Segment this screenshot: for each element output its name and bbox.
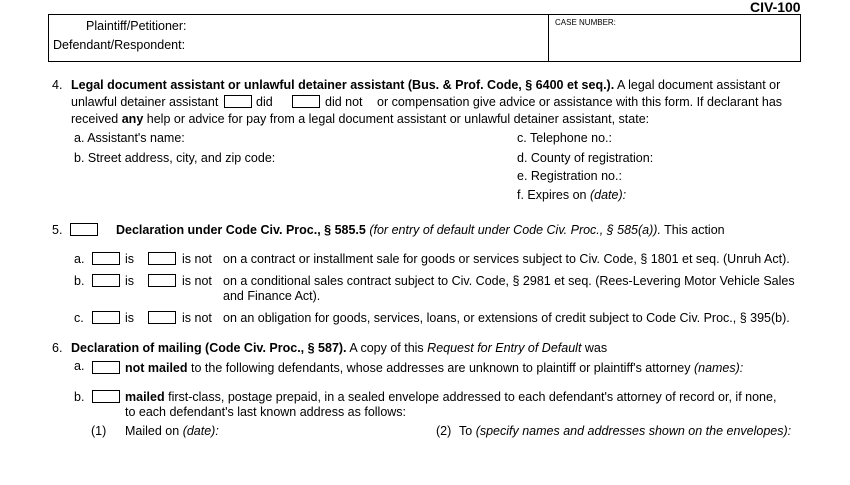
mailed-checkbox[interactable]: [92, 390, 120, 403]
section5b-is-checkbox[interactable]: [92, 274, 120, 287]
section4-number: 4.: [52, 78, 63, 92]
section6-title: Declaration of mailing (Code Civ. Proc., § 587).: [71, 341, 347, 355]
defendant-label: Defendant/Respondent:: [53, 38, 186, 52]
section5c-is-not-label: is not: [182, 311, 212, 325]
section5b-letter: b.: [74, 274, 85, 288]
assistant-address-label: b. Street address, city, and zip code:: [74, 151, 276, 165]
section5-title: Declaration under Code Civ. Proc., § 585.5: [116, 223, 366, 237]
section6b-text: [125, 391, 776, 404]
section5c-is-not-checkbox[interactable]: [148, 311, 176, 324]
did-not-checkbox[interactable]: [292, 95, 320, 108]
section6-number: 6.: [52, 341, 63, 355]
plaintiff-label: Plaintiff/Petitioner:: [86, 19, 187, 33]
mailed-on-text: Mailed on: [125, 424, 180, 438]
section6-intro-italic: Request for Entry of Default: [427, 341, 582, 355]
section6-intro-tail: was: [584, 341, 608, 355]
section6a-names: (names):: [693, 361, 744, 375]
section6b-text2: to each defendant's last known address as follows:: [125, 405, 407, 419]
section5b-is-label: is: [125, 274, 135, 288]
expires-label: [517, 189, 626, 202]
telephone-label: c. Telephone no.:: [517, 131, 612, 145]
mailed-to-number: (2): [436, 424, 452, 438]
section4-line2a: unlawful detainer assistant: [71, 95, 219, 109]
section5-number: 5.: [52, 223, 63, 237]
mailed-on-number: (1): [91, 424, 107, 438]
section6a-body: to the following defendants, whose addresses are unknown to plaintiff or plaintiff's attorney: [191, 361, 691, 375]
assistant-name-label: a. Assistant's name:: [74, 131, 185, 145]
line3-rest: help or advice for pay from a legal document assistant or unlawful detainer assistant, state:: [146, 112, 650, 126]
did-not-label: [325, 96, 363, 109]
form-id: CIV-100: [750, 0, 801, 15]
section4-heading: [71, 79, 780, 92]
county-label: d. County of registration:: [517, 151, 654, 165]
section6-intro: A copy of this: [349, 341, 424, 355]
section6a-text: [125, 362, 743, 375]
caption-divider: [548, 14, 549, 62]
section6b-letter: b.: [74, 390, 85, 404]
section5-checkbox[interactable]: [70, 223, 98, 236]
section5a-is-label: is: [125, 252, 135, 266]
did-not-text: did not: [325, 95, 363, 109]
mailed-on-label: [125, 425, 219, 438]
line3-any: any: [121, 112, 144, 126]
section5c-text: on an obligation for goods, services, loans, or extensions of credit subject to Code Civ. Proc., § 395(b).: [223, 311, 790, 325]
section5a-is-not-label: is not: [182, 252, 212, 266]
line3-received: received: [71, 112, 119, 126]
section5b-text: on a conditional sales contract subject to Civ. Code, § 2981 et seq. (Rees-Levering Motor Vehicle Sales: [223, 274, 795, 288]
section5-italic: (for entry of default under Code Civ. Proc., § 585(a)).: [369, 223, 661, 237]
section5a-is-not-checkbox[interactable]: [148, 252, 176, 265]
mailed-label: mailed: [125, 390, 165, 404]
registration-label: e. Registration no.:: [517, 169, 622, 183]
did-checkbox[interactable]: [224, 95, 252, 108]
section5b-is-not-checkbox[interactable]: [148, 274, 176, 287]
not-mailed-checkbox[interactable]: [92, 361, 120, 374]
section6-heading: [71, 342, 607, 355]
section5c-letter: c.: [74, 311, 84, 325]
section6a-letter: a.: [74, 359, 85, 373]
mailed-on-date: (date):: [182, 424, 219, 438]
section5-tail: This action: [664, 223, 725, 237]
mailed-to-label: [459, 425, 791, 438]
did-label: did: [256, 95, 273, 109]
section5b-text2: and Finance Act).: [223, 289, 321, 303]
not-mailed-label: not mailed: [125, 361, 188, 375]
expires-date-label: (date):: [589, 188, 627, 202]
section4-intro: A legal document assistant or: [617, 78, 781, 92]
case-number-label: CASE NUMBER:: [555, 18, 616, 27]
section5a-text: on a contract or installment sale for goods or services subject to Civ. Code, § 1801 et seq. (Unruh Act).: [223, 252, 790, 266]
section4-title: Legal document assistant or unlawful detainer assistant (Bus. & Prof. Code, § 6400 et seq.).: [71, 78, 615, 92]
section5-heading: [116, 224, 725, 237]
mailed-to-specify: (specify names and addresses shown on the envelopes):: [475, 424, 792, 438]
section5a-is-checkbox[interactable]: [92, 252, 120, 265]
section5b-is-not-label: is not: [182, 274, 212, 288]
section5a-letter: a.: [74, 252, 85, 266]
section5c-is-checkbox[interactable]: [92, 311, 120, 324]
expires-text: f. Expires on: [517, 188, 587, 202]
section4-line3: [71, 113, 649, 126]
mailed-to-text: To: [459, 424, 473, 438]
section6b-body: first-class, postage prepaid, in a sealed envelope addressed to each defendant's attorney of record or, if none,: [168, 390, 777, 404]
section4-line2b: or compensation give advice or assistance with this form. If declarant has: [377, 95, 783, 109]
section5c-is-label: is: [125, 311, 135, 325]
